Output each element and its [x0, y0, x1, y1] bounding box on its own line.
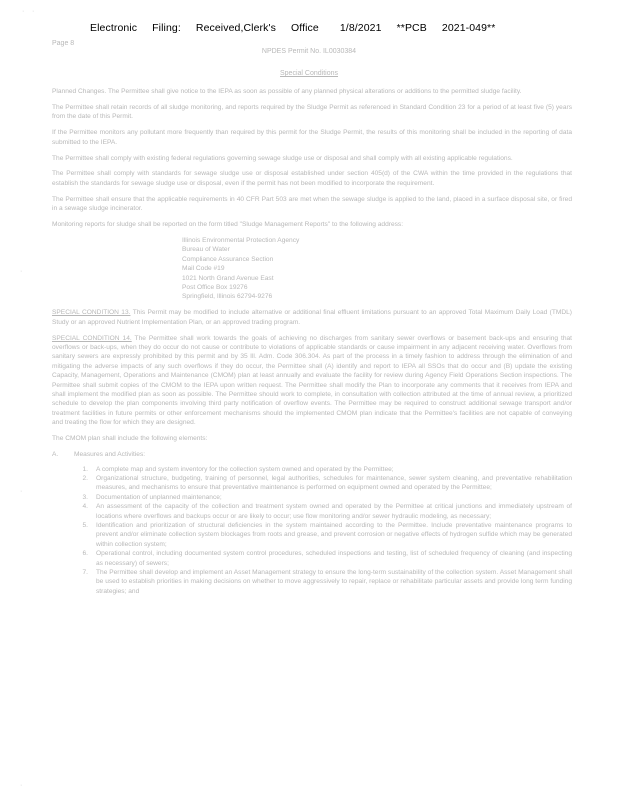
address-line: Compliance Assurance Section [182, 255, 274, 263]
paragraph: Monitoring reports for sludge shall be reported on the form titled "Sludge Management Reports" to the following address: [52, 221, 404, 229]
scan-speck: · [20, 268, 23, 275]
subsection-letter: A. [52, 451, 59, 459]
list-number: 6. [82, 550, 88, 558]
section-title: Special Conditions [280, 70, 338, 77]
stamp-item: 2021-049** [441, 22, 496, 34]
list-item [58, 502, 572, 521]
document-body [52, 87, 572, 596]
address-line: Springfield, Illinois 62794-9276 [182, 293, 273, 301]
address-line: Mail Code #19 [182, 265, 225, 273]
condition-label: SPECIAL CONDITION 14. [52, 334, 132, 342]
electronic-filing-stamp [90, 22, 590, 34]
list-item [58, 493, 572, 502]
stamp-item: Office [290, 22, 319, 34]
address-line: 1021 North Grand Avenue East [182, 274, 274, 282]
special-condition-14 [52, 334, 572, 428]
list-item [58, 465, 572, 474]
list-text: The Permittee shall develop and implement an Asset Management strategy to ensure the long-term sustainability of the collection system. Asset Management shall be used to establish priorities in making decisions on whether to move aggressively to repair, replace or rehabilitate particular assets and provide long term funding strategies; and [96, 568, 572, 595]
measures-list [58, 465, 572, 597]
special-condition-13 [52, 308, 572, 327]
list-number: 4. [82, 503, 88, 511]
paragraph: The Permittee shall ensure that the applicable requirements in 40 CFR Part 503 are met when the sewage sludge is applied to the land, placed in a surface disposal site, or fired in a sewage sludge incinerator. [52, 195, 572, 213]
paragraph: The Permittee shall comply with standards for sewage sludge use or disposal established under section 405(d) of the CWA within the time provided in the regulations that establish the standards for sewage sludge use or disposal, even if the permit has not been modified to incorporate the requirement. [52, 170, 572, 187]
subsection-heading [52, 450, 572, 459]
paragraph: If the Permittee monitors any pollutant more frequently than required by this permit for the Sludge Permit, the results of this monitoring shall be included in the reporting of data submitted to the IEPA. [52, 129, 572, 146]
condition-text: The Permittee shall work towards the goals of achieving no discharges from sanitary sewer overflows or basement back-ups and ensuring that overflows or back-ups, when they do occur do not cause or contribute to violations of applicable standards or cause impairment in any adjacent receiving water. Overflows from sanitary sewers are expressly prohibited by this permit and by 35 Ill. Adm. Code 306.304. As part of the process in a timely fashion to address through the elimination of and mitigating the adverse impacts of any such overflows if they do occur, the Permittee shall (A) identify and report to IEPA all SSOs that do occur and (B) update the existing Capacity, Management, Operations and Maintenance (CMOM) plan at least annually and evaluate the facility for review during Agency Field Operations Section inspections. The Permittee shall submit copies of the CMOM to the IEPA upon written request. The Permittee shall modify the Plan to incorporate any comments that it receives from IEPA and shall implement the modified plan as soon as possible. The Permittee should work to complete, in consultation with collection attributed at the time of annual review, a prioritized schedule to develop the plan components involving third party notification of overflow events. The Permittee may be required to construct additional sewage transport and/or treatment facilities in future permits or other enforcement mechanisms should the implemented CMOM plan indicate that the Permittee's facilities are not capable of conveying and treating the flow for which they are designed. [52, 334, 573, 427]
address-line: Post Office Box 19276 [182, 284, 248, 291]
stamp-item: Filing: [152, 22, 181, 34]
list-number: 7. [82, 568, 88, 576]
condition-label: SPECIAL CONDITION 13. [52, 309, 131, 317]
scan-speck: · [22, 8, 25, 15]
list-text: Identification and prioritization of structural deficiencies in the system maintained according to the Permittee. Include preventative maintenance programs to prevent and/or eliminate collection system blockages from roots and grease, and prevent corrosion or negative effects of hydrogen sulfide which may be generated within collection system; [96, 521, 572, 548]
list-item [58, 568, 572, 596]
page-number: Page 8 [52, 40, 75, 47]
list-number: 5. [82, 521, 88, 529]
paragraph: The Permittee shall comply with existing federal regulations governing sewage sludge use or disposal and shall comply with all existing applicable regulations. [52, 154, 513, 162]
subsection-title: Measures and Activities: [74, 451, 146, 459]
condition-text: This Permit may be modified to include alternative or additional final effluent limitations pursuant to an approved Total Maximum Daily Load (TMDL) Study or an approved Nutrient Implementation Plan, or an approved trading program. [52, 309, 572, 326]
permit-number: NPDES Permit No. IL0030384 [261, 48, 357, 55]
scan-speck: · [20, 488, 23, 495]
address-line: Bureau of Water [182, 246, 230, 254]
list-number: 2. [82, 474, 88, 482]
cmom-intro: The CMOM plan shall include the following elements: [52, 435, 208, 443]
scan-speck: · [32, 8, 35, 15]
list-item [58, 549, 572, 568]
stamp-item: 1/8/2021 [339, 22, 382, 34]
list-text: Operational control, including documented system control procedures, scheduled inspections and testing, list of scheduled frequency of cleaning (and inspecting as necessary) of sewers; [96, 550, 572, 567]
list-text: Documentation of unplanned maintenance; [96, 493, 222, 501]
address-line: Illinois Environmental Protection Agency [182, 236, 300, 244]
stamp-item: Electronic [90, 22, 138, 34]
list-item [58, 521, 572, 549]
list-text: A complete map and system inventory for the collection system owned and operated by the Permittee; [96, 465, 394, 473]
list-text: An assessment of the capacity of the collection and treatment system owned and operated by the Permittee at critical junctions and immediately upstream of locations where overflows and backups occur or are likely to occur; use flow monitoring and/or sewer hydraulic modeling, as necessary; [96, 503, 572, 520]
list-number: 1. [82, 465, 88, 473]
list-item [58, 474, 572, 493]
mailing-address [182, 236, 572, 302]
stamp-item: Received,Clerk's [195, 22, 276, 34]
paragraph: The Permittee shall retain records of all sludge monitoring, and reports required by the Sludge Permit as referenced in Standard Condition 23 for a period of at least five (5) years from the date of this Permit. [52, 103, 572, 121]
paragraph: Planned Changes. The Permittee shall give notice to the IEPA as soon as possible of any planned physical alterations or additions to the permitted sludge facility. [52, 88, 522, 95]
scan-speck: · [20, 782, 23, 789]
list-text: Organizational structure, budgeting, training of personnel, legal authorities, schedules for maintenance, sewer system cleaning, and preventative rehabilitation measures, and mechanisms to ensure that preventative maintenance is performed on equipment owned and operated by the Permittee; [96, 474, 572, 492]
stamp-item: **PCB [396, 22, 427, 34]
list-number: 3. [82, 493, 88, 501]
